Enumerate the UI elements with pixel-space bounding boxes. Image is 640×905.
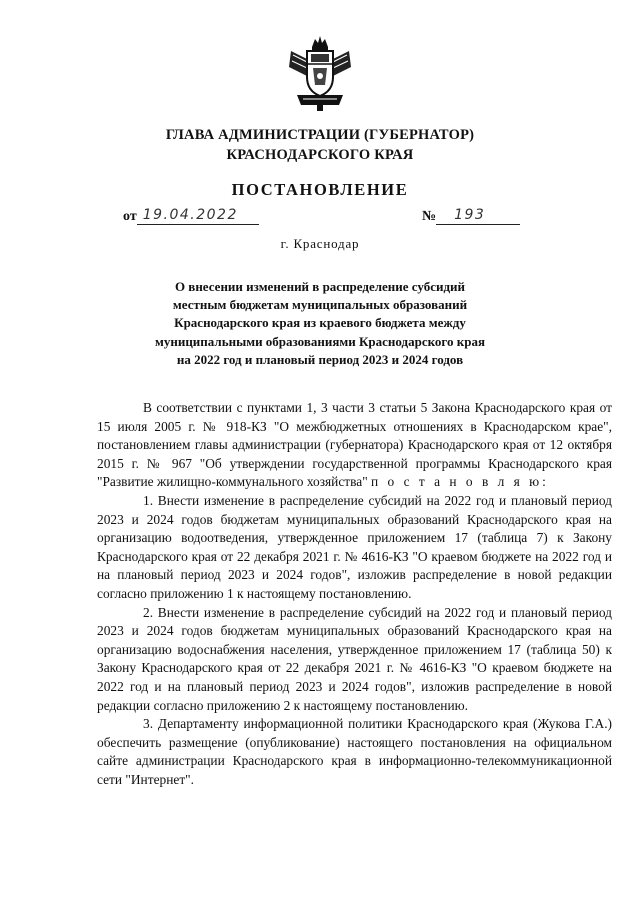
authority-title-line1: ГЛАВА АДМИНИСТРАЦИИ (ГУБЕРНАТОР) xyxy=(165,127,475,143)
number-field xyxy=(422,207,520,229)
item-paragraph-3: 3. Департаменту информационной политики Краснодарского края (Жукова Г.А.) обеспечить размещение (опубликование) настоящего постановления на официальном сайте администрации Краснодарского края в информационно-телекоммуникационной сети "Интернет". xyxy=(97,716,612,787)
krasnodar-coat-of-arms-emblem xyxy=(287,33,353,113)
city-line: г. Краснодар xyxy=(280,236,360,251)
date-handwritten-value: 19.04.2022 xyxy=(137,207,259,225)
document-type-heading: ПОСТАНОВЛЕНИЕ xyxy=(231,180,409,199)
document-subject xyxy=(150,278,490,369)
subject-line: на 2022 год и плановый период 2023 и 2024 годов xyxy=(176,351,464,367)
date-field xyxy=(123,207,259,229)
subject-line: О внесении изменений в распределение субсидий xyxy=(174,279,466,294)
number-label: № xyxy=(422,209,437,224)
resolve-word: п о с т а н о в л я ю: xyxy=(371,474,549,490)
subject-line: муниципальными образованиями Краснодарского края xyxy=(154,333,486,349)
number-handwritten-value: 193 xyxy=(436,207,520,225)
document-body xyxy=(97,399,612,789)
intro-paragraph xyxy=(97,399,612,492)
subject-line: местным бюджетам муниципальных образований xyxy=(172,297,468,313)
subject-line: Краснодарского края из краевого бюджета между xyxy=(174,315,466,331)
item-paragraph-2: 2. Внести изменение в распределение субсидий на 2022 год и плановый период 2023 и 2024 годов бюджетам муниципальных образований Краснодарского края на организацию водоснабжения населения, утвержденное приложением 17 (таблица 50) к Закону Краснодарского края от 22 декабря 2021 г. № 4616-КЗ "О краевом бюджете на 2022 год и на плановый период 2023 и 2024 годов", изложив распределение в новой редакции согласно приложению 2 к настоящему постановлению. xyxy=(97,604,612,713)
authority-title-line2: КРАСНОДАРСКОГО КРАЯ xyxy=(226,147,414,163)
date-label: от xyxy=(123,209,137,224)
item-paragraph-1: 1. Внести изменение в распределение субсидий на 2022 год и плановый период 2023 и 2024 годов бюджетам муниципальных образований Краснодарского края на организацию водоотведения, утвержденное приложением 17 (таблица 7) к Закону Краснодарского края от 22 декабря 2021 г. № 4616-КЗ "О краевом бюджете на 2022 год и на плановый период 2023 и 2024 годов", изложив распределение в новой редакции согласно приложению 1 к настоящему постановлению. xyxy=(97,492,612,601)
intro-text: В соответствии с пунктами 1, 3 части 3 статьи 5 Закона Краснодарского края от 15 июля 2005 г. № 918-КЗ "О межбюджетных отношениях в Краснодарском крае", постановлением главы администрации (губернатора) Краснодарского края от 12 октября 2015 г. № 967 "Об утверждении государственной программы Краснодарского края "Развитие жилищно-коммунального хозяйства" xyxy=(97,400,612,490)
